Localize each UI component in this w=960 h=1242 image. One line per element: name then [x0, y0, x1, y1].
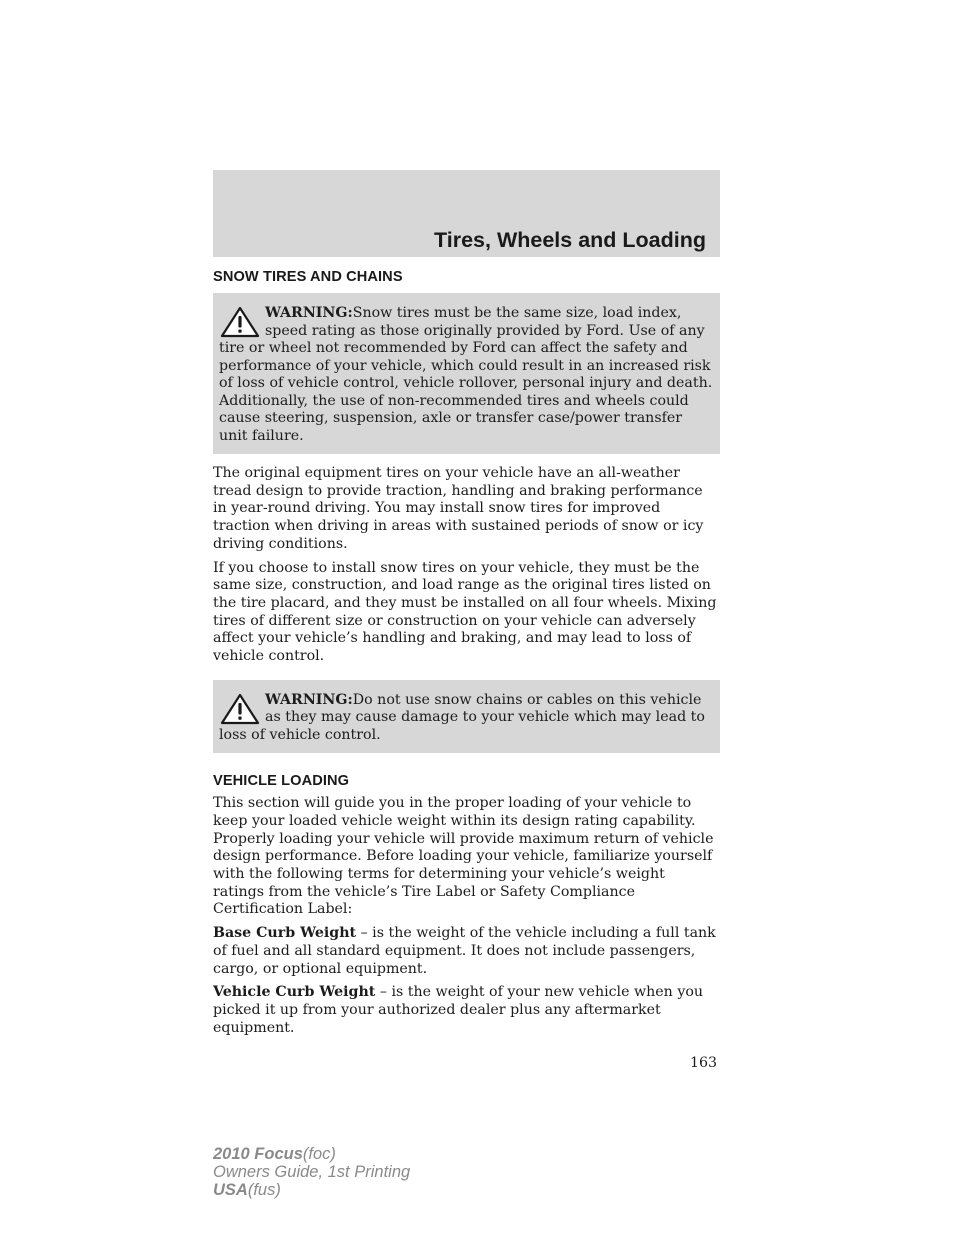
chapter-header-band — [213, 170, 720, 257]
term-definition: – is the weight of your new vehicle when you picked it up from your authorized dealer plus any aftermarket equipment. — [213, 984, 704, 1036]
footer-line-model — [213, 1145, 410, 1163]
warning-triangle-icon — [219, 692, 261, 726]
footer-model-code: (foc) — [302, 1145, 336, 1163]
footer-line-market — [213, 1181, 410, 1199]
definition-vehicle-curb-weight — [213, 984, 720, 1037]
footer-market: USA — [213, 1181, 248, 1199]
warning-text: Do not use snow chains or cables on this vehicle as they may cause damage to your vehicle which may lead to loss of vehicle control. — [219, 691, 705, 743]
footer-model: 2010 Focus — [213, 1145, 303, 1163]
warning-label: WARNING: — [265, 691, 353, 708]
term-label: Base Curb Weight — [213, 925, 357, 942]
definition-base-curb-weight — [213, 925, 720, 978]
warning-label: WARNING: — [265, 305, 353, 321]
footer-market-code: (fus) — [247, 1181, 281, 1199]
paragraph-original-equipment-tires: The original equipment tires on your vehicle have an all-weather tread design to provide traction, handling and braking performance in year-round driving. You may install snow tires for improved traction when driving in areas with sustained periods of snow or icy driving conditions. — [213, 465, 704, 552]
footer-line-guide: Owners Guide, 1st Printing — [213, 1163, 411, 1181]
section-heading-vehicle-loading: VEHICLE LOADING — [213, 773, 350, 790]
section-heading-snow-tires: SNOW TIRES AND CHAINS — [213, 269, 403, 285]
paragraph-installing-snow-tires: If you choose to install snow tires on your vehicle, they must be the same size, construction, and load range as the original tires listed on the tire placard, and they must be installed on all four wheels. Mixing tires of different size or construction on your vehicle can adversely affect your vehicle’s handling and braking, and may lead to loss of vehicle control. — [213, 559, 717, 665]
term-label: Vehicle Curb Weight — [213, 984, 376, 1001]
warning-box-snow-tires — [213, 293, 720, 454]
term-definition: – is the weight of the vehicle including a full tank of fuel and all standard equipment. It does not include passengers, cargo, or optional equipment. — [213, 925, 716, 977]
warning-text: Snow tires must be the same size, load index, speed rating as those originally provided by Ford. Use of any tire or wheel not recommended by Ford can affect the safety and performance of your vehicle, which could result in an increased risk of loss of vehicle control, vehicle rollover, personal injury and death. Additionally, the use of non-recommended tires and wheels could cause steering, suspension, axle or transfer case/power transfer unit failure. — [219, 305, 713, 444]
warning-box-snow-chains — [213, 680, 720, 754]
chapter-title: Tires, Wheels and Loading — [434, 228, 706, 252]
warning-triangle-icon — [219, 305, 261, 339]
page-content — [213, 263, 720, 1043]
document-footer — [213, 1145, 410, 1199]
page-number: 163 — [690, 1055, 718, 1071]
paragraph-loading-intro: This section will guide you in the proper loading of your vehicle to keep your loaded vehicle weight within its design rating capability. Properly loading your vehicle will provide maximum return of vehicle design performance. Before loading your vehicle, familiarize yourself with the following terms for determining your vehicle’s weight ratings from the vehicle’s Tire Label or Safety Compliance Certification Label: — [213, 795, 714, 918]
